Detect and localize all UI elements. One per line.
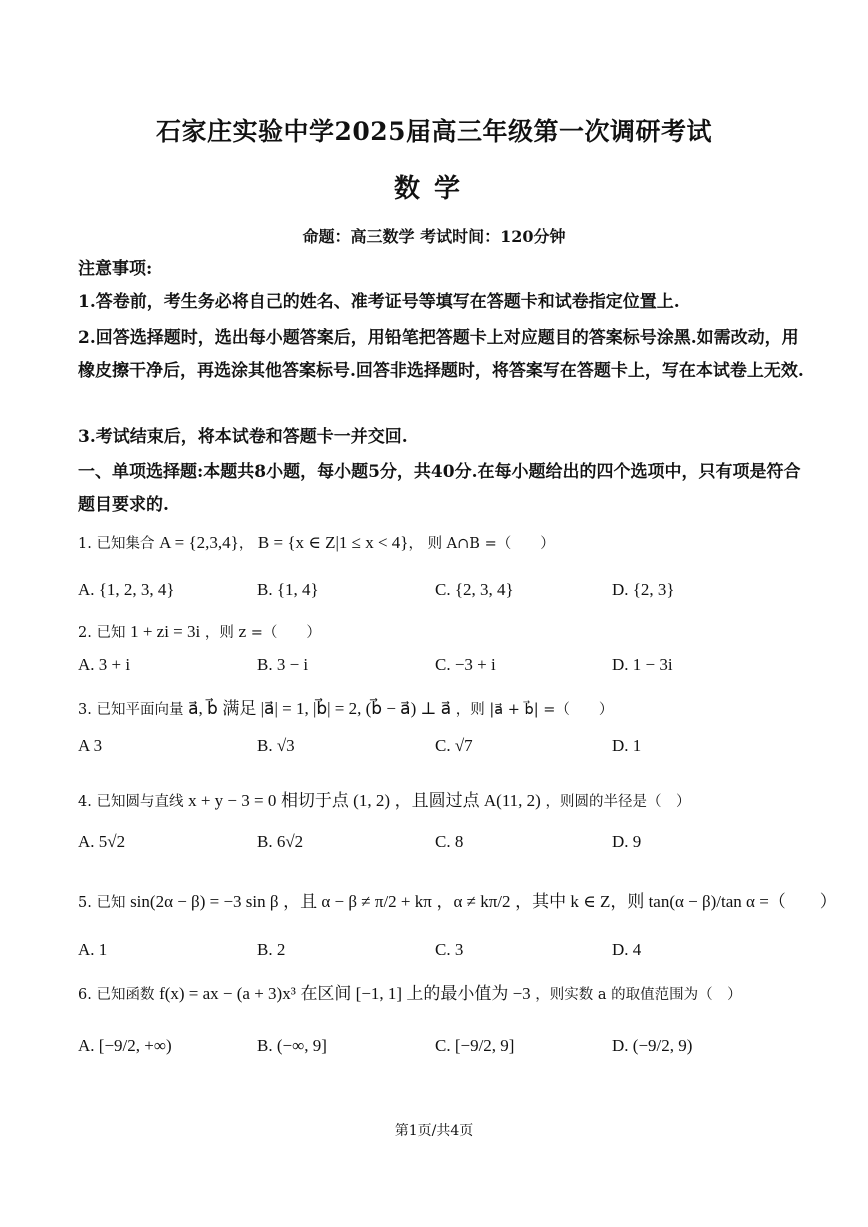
question-prefix: 3. 已知平面向量 (78, 702, 184, 718)
question-math: ，且圆过点 A(11, 2) (394, 791, 541, 810)
question-math: ，α ≠ kπ/2 (436, 892, 511, 911)
option-d[interactable]: D. 4 (612, 940, 642, 959)
question-math: x + y − 3 = 0 (188, 791, 277, 810)
option-a[interactable]: A. 5√2 (78, 832, 126, 851)
question-tail: ，则 |a⃗ + b⃗| =（ ） (455, 702, 614, 718)
options-1 (78, 580, 818, 620)
notice-item-2: 2.回答选择题时，选出每小题答案后，用铅笔把答题卡上对应题目的答案标号涂黑.如需改动，用橡皮擦干净后，再选涂其他答案标号.回答非选择题时，将答案写在答题卡上，写在本试卷上无效. (78, 328, 804, 381)
question-math: f(x) = ax − (a + 3)x³ (159, 984, 296, 1003)
option-b[interactable]: B. {1, 4} (257, 580, 319, 599)
option-a[interactable]: A. [−9/2, +∞) (78, 1036, 172, 1055)
option-a[interactable]: A. {1, 2, 3, 4} (78, 580, 175, 599)
question-2 (78, 621, 818, 642)
option-c[interactable]: C. {2, 3, 4} (435, 580, 514, 599)
notice-item-3: 3.考试结束后，将本试卷和答题卡一并交回. (78, 427, 408, 447)
option-c[interactable]: C. [−9/2, 9] (435, 1036, 515, 1055)
option-d[interactable]: D. 1 (612, 736, 642, 755)
question-math: sin(2α − β) = −3 sin β (130, 892, 279, 911)
option-c[interactable]: C. √7 (435, 736, 473, 755)
question-3 (78, 694, 818, 719)
option-b[interactable]: B. √3 (257, 736, 295, 755)
option-c[interactable]: C. 8 (435, 832, 464, 851)
options-2 (78, 655, 818, 695)
question-tail: ，则 z =（ ） (204, 625, 321, 641)
options-6 (78, 1036, 818, 1076)
question-math: ，且 α − β ≠ π/2 + kπ (283, 892, 432, 911)
question-math: 在区间 [−1, 1] 上的最小值为 −3 (300, 984, 531, 1003)
notice-heading: 注意事项: (78, 259, 153, 279)
question-math: A = {2,3,4} (159, 533, 239, 552)
option-b[interactable]: B. 6√2 (257, 832, 304, 851)
notice-item-1: 1.答卷前，考生务必将自己的姓名、准考证号等填写在答题卡和试卷指定位置上. (78, 292, 680, 312)
option-a[interactable]: A 3 (78, 736, 103, 755)
exam-title: 石家庄实验中学2025届高三年级第一次调研考试 (155, 117, 713, 146)
option-d[interactable]: D. 1 − 3i (612, 655, 673, 674)
question-math: ，其中 k ∈ Z，则 tan(α − β)/tan α =（ ） (515, 892, 837, 911)
page-number: 第1页/共4页 (394, 1123, 474, 1139)
question-prefix: 6. 已知函数 (78, 987, 155, 1003)
options-3 (78, 736, 818, 776)
option-a[interactable]: A. 3 + i (78, 655, 131, 674)
option-c[interactable]: C. −3 + i (435, 655, 496, 674)
question-math: 相切于点 (1, 2) (280, 791, 391, 810)
question-tail: ，则圆的半径是（ ） (545, 794, 691, 810)
question-math: a⃗, b⃗ (188, 699, 218, 718)
question-6 (78, 979, 818, 1004)
option-b[interactable]: B. (−∞, 9] (257, 1036, 327, 1055)
option-d[interactable]: D. (−9/2, 9) (612, 1036, 693, 1055)
question-5 (78, 887, 837, 912)
option-d[interactable]: D. 9 (612, 832, 642, 851)
option-b[interactable]: B. 3 − i (257, 655, 309, 674)
options-5 (78, 940, 818, 980)
options-4 (78, 832, 818, 872)
option-a[interactable]: A. 1 (78, 940, 108, 959)
question-prefix: 1. 已知集合 (78, 536, 155, 552)
option-b[interactable]: B. 2 (257, 940, 286, 959)
question-math: B = {x ∈ Z|1 ≤ x < 4} (257, 533, 409, 552)
option-d[interactable]: D. {2, 3} (612, 580, 675, 599)
question-tail: ，则实数 a 的取值范围为（ ） (535, 987, 742, 1003)
option-c[interactable]: C. 3 (435, 940, 464, 959)
question-tail: 则 A∩B =（ ） (427, 536, 555, 552)
question-math: 满足 |a⃗| = 1, |b⃗| = 2, (b⃗ − a⃗) ⊥ a⃗ (222, 699, 452, 718)
exam-subject: 数学 (393, 174, 474, 204)
exam-meta: 命题：高三数学 考试时间：120分钟 (302, 227, 566, 246)
question-prefix: 2. 已知 (78, 625, 126, 641)
question-4 (78, 786, 818, 811)
question-prefix: 5. 已知 (78, 895, 126, 911)
section-heading: 一、单项选择题:本题共8小题，每小题5分，共40分.在每小题给出的四个选项中，只有项是符合题目要求的. (78, 462, 801, 515)
question-prefix: 4. 已知圆与直线 (78, 794, 184, 810)
question-math: 1 + zi = 3i (130, 622, 201, 641)
question-1: 1. 已知集合 A = {2,3,4}， B = {x ∈ Z|1 ≤ x < 4}， 则 A∩B =（ ） (78, 533, 555, 552)
